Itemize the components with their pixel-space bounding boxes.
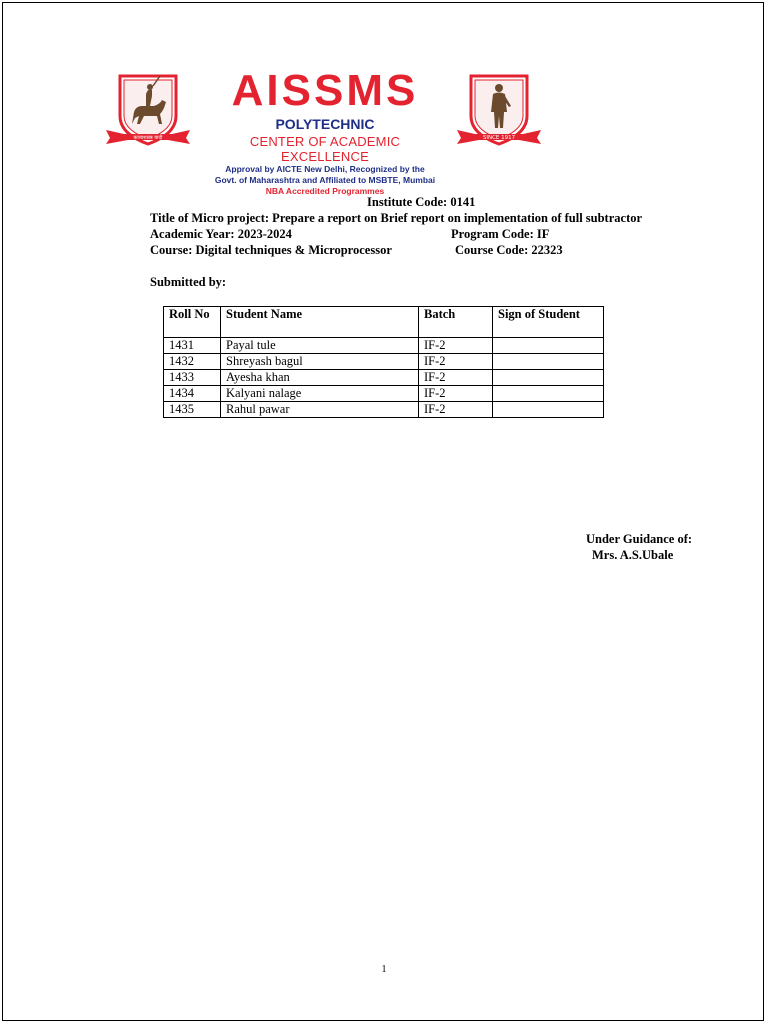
brand-name: AISSMS — [231, 66, 419, 115]
students-table — [163, 306, 604, 418]
student-name-cell: Kalyani nalage — [221, 386, 419, 402]
roll-no-cell: 1435 — [164, 402, 221, 418]
guide-name: Mrs. A.S.Ubale — [592, 548, 674, 562]
roll-no-cell: 1432 — [164, 354, 221, 370]
brand-tagline: CENTER OF ACADEMIC EXCELLENCE — [249, 134, 401, 164]
brand-block — [205, 66, 445, 197]
guidance-label: Under Guidance of: — [586, 532, 693, 546]
program-code: Program Code: IF — [451, 227, 550, 241]
table-row — [164, 386, 604, 402]
statue-emblem-icon — [457, 72, 541, 152]
student-name-cell: Ayesha khan — [221, 370, 419, 386]
roll-no-cell: 1434 — [164, 386, 221, 402]
left-emblem-ribbon-text: काव्यशास्त्र यादी — [133, 135, 163, 141]
approval-line-2: Govt. of Maharashtra and Affiliated to MSBTE, Mumbai — [214, 175, 436, 185]
student-name-cell: Rahul pawar — [221, 402, 419, 418]
approval-line-1: Approval by AICTE New Delhi, Recognized by the — [225, 164, 425, 174]
roll-no-cell: 1431 — [164, 338, 221, 354]
student-name-cell: Payal tule — [221, 338, 419, 354]
batch-cell: IF-2 — [419, 338, 493, 354]
course-code: Course Code: 22323 — [455, 243, 563, 257]
submitted-by-label: Submitted by: — [150, 275, 227, 289]
header-sign: Sign of Student — [493, 307, 604, 338]
table-row — [164, 338, 604, 354]
table-header-row — [164, 307, 604, 338]
project-title: Title of Micro project: Prepare a report on Brief report on implementation of full subtractor — [150, 211, 643, 225]
student-name-cell: Shreyash bagul — [221, 354, 419, 370]
batch-cell: IF-2 — [419, 386, 493, 402]
header-student-name: Student Name — [221, 307, 419, 338]
header-batch: Batch — [419, 307, 493, 338]
roll-no-cell: 1433 — [164, 370, 221, 386]
table-row — [164, 354, 604, 370]
page-number: 1 — [381, 964, 387, 975]
sign-cell — [493, 402, 604, 418]
nba-accreditation: NBA Accredited Programmes — [265, 186, 385, 196]
batch-cell: IF-2 — [419, 370, 493, 386]
sign-cell — [493, 386, 604, 402]
table-row — [164, 370, 604, 386]
sign-cell — [493, 370, 604, 386]
header-roll-no: Roll No — [164, 307, 221, 338]
batch-cell: IF-2 — [419, 354, 493, 370]
sign-cell — [493, 338, 604, 354]
table-row — [164, 402, 604, 418]
batch-cell: IF-2 — [419, 402, 493, 418]
right-emblem-ribbon-text: SINCE 1917 — [482, 135, 516, 141]
brand-subtitle: POLYTECHNIC — [275, 116, 375, 132]
sign-cell — [493, 354, 604, 370]
institute-code: Institute Code: 0141 — [367, 195, 476, 209]
academic-year: Academic Year: 2023-2024 — [150, 227, 292, 241]
horse-rider-emblem-icon — [106, 72, 190, 152]
course-name: Course: Digital techniques & Microprocessor — [150, 243, 392, 257]
